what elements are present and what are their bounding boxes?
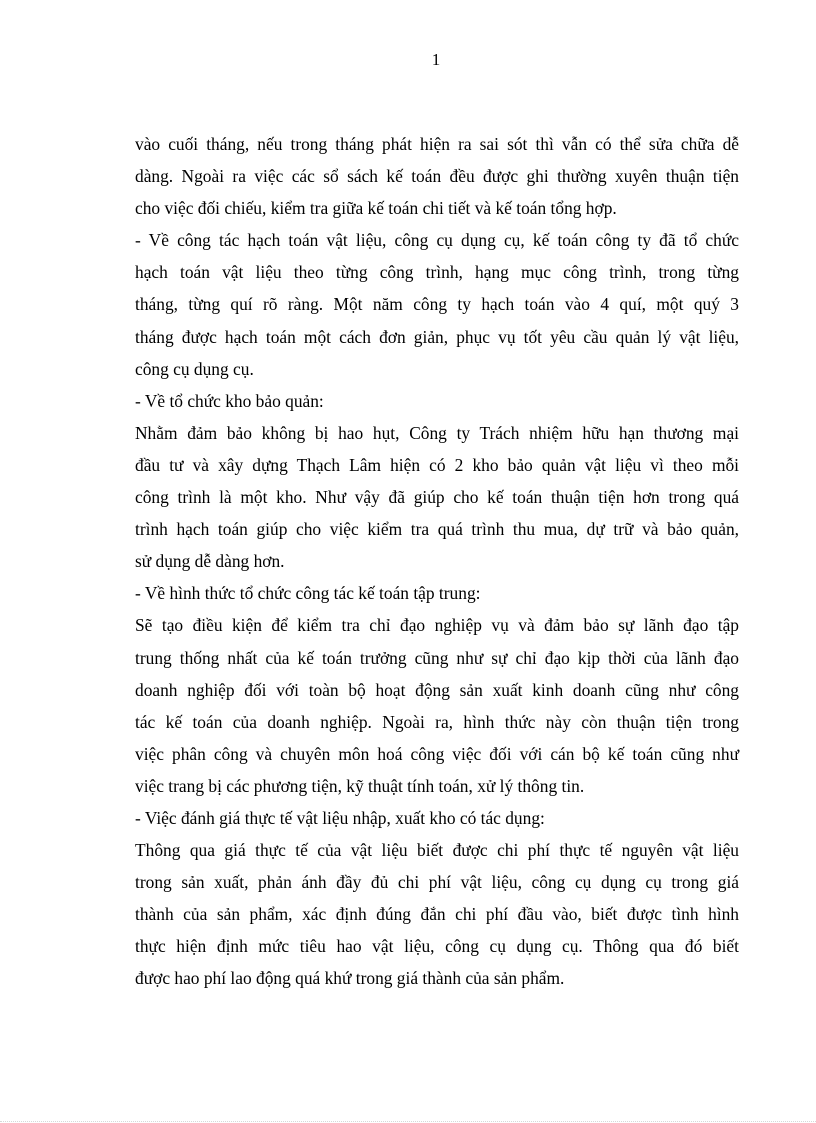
text-line: đầu tư và xây dựng Thạch Lâm hiện có 2 kho bảo quản vật liệu vì theo mỗi	[135, 454, 739, 475]
text-line: - Việc đánh giá thực tế vật liệu nhập, xuất kho có tác dụng:	[135, 807, 545, 828]
page-bottom-divider	[0, 1121, 816, 1122]
text-line: dàng. Ngoài ra việc các sổ sách kế toán đều được ghi thường xuyên thuận tiện	[135, 166, 739, 187]
text-line: doanh nghiệp đối với toàn bộ hoạt động sản xuất kinh doanh cũng như công	[135, 679, 739, 700]
text-line: công cụ dụng cụ.	[135, 358, 254, 379]
page-number: 1	[431, 50, 441, 69]
text-line: thực hiện định mức tiêu hao vật liệu, công cụ dụng cụ. Thông qua đó biết	[135, 936, 739, 957]
text-line: công trình là một kho. Như vậy đã giúp cho kế toán thuận tiện hơn trong quá	[135, 487, 739, 508]
text-line: tháng được hạch toán một cách đơn giản, phục vụ tốt yêu cầu quản lý vật liệu,	[135, 326, 739, 347]
text-line: sử dụng dễ dàng hơn.	[135, 551, 285, 572]
text-line: Sẽ tạo điều kiện để kiểm tra chỉ đạo nghiệp vụ và đảm bảo sự lãnh đạo tập	[135, 615, 739, 636]
text-line: tác kế toán của doanh nghiệp. Ngoài ra, hình thức này còn thuận tiện trong	[135, 711, 739, 732]
text-line: - Về công tác hạch toán vật liệu, công cụ dụng cụ, kế toán công ty đã tổ chức	[135, 230, 739, 251]
text-line: trong sản xuất, phản ánh đầy đủ chi phí vật liệu, công cụ dụng cụ trong giá	[135, 872, 739, 893]
text-line: việc trang bị các phương tiện, kỹ thuật tính toán, xử lý thông tin.	[135, 775, 585, 796]
text-line: vào cuối tháng, nếu trong tháng phát hiện ra sai sót thì vẫn có thể sửa chữa dễ	[135, 134, 739, 154]
text-line: hạch toán vật liệu theo từng công trình, hạng mục công trình, trong từng	[135, 262, 739, 283]
text-line: được hao phí lao động quá khứ trong giá thành của sản phẩm.	[135, 968, 565, 989]
text-line: việc phân công và chuyên môn hoá công việc đối với cán bộ kế toán cũng như	[135, 743, 739, 764]
text-line: trình hạch toán giúp cho việc kiểm tra quá trình thu mua, dự trữ và bảo quản,	[135, 519, 739, 540]
text-line: Thông qua giá thực tế của vật liệu biết được chi phí thực tế nguyên vật liệu	[135, 840, 739, 861]
text-line: tháng, từng quí rõ ràng. Một năm công ty hạch toán vào 4 quí, một quý 3	[135, 294, 739, 315]
document-body	[135, 128, 739, 995]
text-line: cho việc đối chiếu, kiểm tra giữa kế toán chi tiết và kế toán tổng hợp.	[135, 198, 617, 219]
text-line: - Về tổ chức kho bảo quản:	[135, 390, 324, 411]
text-line: thành của sản phẩm, xác định đúng đắn chi phí đầu vào, biết được tình hình	[135, 904, 739, 925]
text-line: Nhằm đảm bảo không bị hao hụt, Công ty Trách nhiệm hữu hạn thương mại	[135, 422, 739, 443]
text-line: trung thống nhất của kế toán trưởng cũng như sự chỉ đạo kịp thời của lãnh đạo	[135, 647, 739, 668]
text-line: - Về hình thức tổ chức công tác kế toán tập trung:	[135, 583, 481, 604]
